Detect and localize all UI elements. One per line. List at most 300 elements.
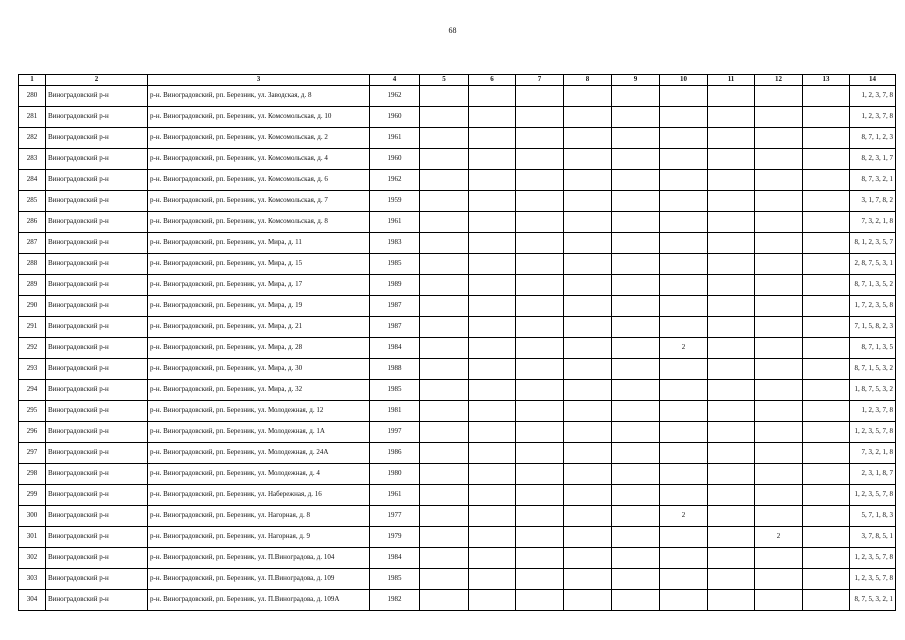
empty-cell (420, 296, 469, 317)
empty-cell (420, 506, 469, 527)
col14-cell: 5, 7, 1, 8, 3 (850, 506, 896, 527)
district-cell: Виноградовский р-н (46, 380, 148, 401)
empty-cell (564, 149, 612, 170)
table-row (19, 254, 896, 275)
empty-cell (564, 380, 612, 401)
table-row (19, 401, 896, 422)
col12-cell (755, 548, 803, 569)
empty-cell (469, 254, 516, 275)
address-cell: р-н. Виноградовский, рп. Березник, ул. Мира, д. 32 (148, 380, 370, 401)
empty-cell (708, 401, 755, 422)
address-cell: р-н. Виноградовский, рп. Березник, ул. Мира, д. 11 (148, 233, 370, 254)
table-body (19, 86, 896, 611)
empty-cell (469, 464, 516, 485)
year-cell: 1961 (370, 128, 420, 149)
column-header: 8 (564, 75, 612, 86)
empty-cell (469, 317, 516, 338)
empty-cell (564, 254, 612, 275)
empty-cell (469, 443, 516, 464)
year-cell: 1959 (370, 191, 420, 212)
empty-cell (803, 527, 850, 548)
col14-cell: 1, 2, 3, 7, 8 (850, 107, 896, 128)
col12-cell (755, 107, 803, 128)
col12-cell (755, 359, 803, 380)
empty-cell (803, 86, 850, 107)
table-row (19, 422, 896, 443)
row-number-cell: 283 (19, 149, 46, 170)
address-cell: р-н. Виноградовский, рп. Березник, ул. Мира, д. 21 (148, 317, 370, 338)
empty-cell (708, 380, 755, 401)
address-cell: р-н. Виноградовский, рп. Березник, ул. П.Виноградова, д. 104 (148, 548, 370, 569)
empty-cell (803, 590, 850, 611)
empty-cell (564, 128, 612, 149)
empty-cell (612, 506, 660, 527)
empty-cell (516, 107, 564, 128)
year-cell: 1961 (370, 485, 420, 506)
empty-cell (612, 107, 660, 128)
empty-cell (469, 212, 516, 233)
year-cell: 1977 (370, 506, 420, 527)
row-number-cell: 295 (19, 401, 46, 422)
col12-cell (755, 170, 803, 191)
empty-cell (420, 107, 469, 128)
empty-cell (564, 485, 612, 506)
col14-cell: 1, 2, 3, 5, 7, 8 (850, 485, 896, 506)
empty-cell (612, 401, 660, 422)
col10-cell (660, 569, 708, 590)
table-row (19, 191, 896, 212)
row-number-cell: 282 (19, 128, 46, 149)
table-row (19, 569, 896, 590)
empty-cell (612, 485, 660, 506)
empty-cell (564, 317, 612, 338)
address-cell: р-н. Виноградовский, рп. Березник, ул. Заводская, д. 8 (148, 86, 370, 107)
empty-cell (564, 401, 612, 422)
table-row (19, 275, 896, 296)
address-cell: р-н. Виноградовский, рп. Березник, ул. Комсомольская, д. 8 (148, 212, 370, 233)
col12-cell (755, 380, 803, 401)
empty-cell (708, 128, 755, 149)
empty-cell (803, 317, 850, 338)
col14-cell: 8, 7, 5, 3, 2, 1 (850, 590, 896, 611)
empty-cell (612, 128, 660, 149)
empty-cell (516, 464, 564, 485)
empty-cell (708, 443, 755, 464)
empty-cell (612, 359, 660, 380)
year-cell: 1989 (370, 275, 420, 296)
col10-cell (660, 548, 708, 569)
district-cell: Виноградовский р-н (46, 485, 148, 506)
column-header: 7 (516, 75, 564, 86)
table-row (19, 380, 896, 401)
empty-cell (516, 590, 564, 611)
year-cell: 1983 (370, 233, 420, 254)
column-header: 12 (755, 75, 803, 86)
col12-cell (755, 254, 803, 275)
district-cell: Виноградовский р-н (46, 107, 148, 128)
col10-cell (660, 590, 708, 611)
empty-cell (564, 443, 612, 464)
col14-cell: 8, 2, 3, 1, 7 (850, 149, 896, 170)
col12-cell (755, 275, 803, 296)
empty-cell (708, 149, 755, 170)
year-cell: 1960 (370, 149, 420, 170)
address-cell: р-н. Виноградовский, рп. Березник, ул. Комсомольская, д. 10 (148, 107, 370, 128)
district-cell: Виноградовский р-н (46, 317, 148, 338)
col10-cell (660, 296, 708, 317)
empty-cell (612, 338, 660, 359)
empty-cell (420, 548, 469, 569)
col10-cell (660, 275, 708, 296)
district-cell: Виноградовский р-н (46, 527, 148, 548)
col14-cell: 8, 7, 1, 2, 3 (850, 128, 896, 149)
col14-cell: 7, 1, 5, 8, 2, 3 (850, 317, 896, 338)
empty-cell (803, 149, 850, 170)
col10-cell (660, 485, 708, 506)
col14-cell: 1, 2, 3, 5, 7, 8 (850, 422, 896, 443)
col14-cell: 1, 2, 3, 5, 7, 8 (850, 569, 896, 590)
table-row (19, 170, 896, 191)
column-header: 2 (46, 75, 148, 86)
empty-cell (420, 254, 469, 275)
empty-cell (564, 338, 612, 359)
empty-cell (469, 380, 516, 401)
empty-cell (420, 149, 469, 170)
col12-cell (755, 338, 803, 359)
col14-cell: 7, 3, 2, 1, 8 (850, 212, 896, 233)
empty-cell (803, 548, 850, 569)
empty-cell (469, 86, 516, 107)
empty-cell (469, 128, 516, 149)
col10-cell (660, 380, 708, 401)
empty-cell (612, 443, 660, 464)
empty-cell (708, 233, 755, 254)
year-cell: 1984 (370, 338, 420, 359)
row-number-cell: 285 (19, 191, 46, 212)
address-cell: р-н. Виноградовский, рп. Березник, ул. Мира, д. 30 (148, 359, 370, 380)
year-cell: 1997 (370, 422, 420, 443)
year-cell: 1961 (370, 212, 420, 233)
col14-cell: 1, 2, 3, 7, 8 (850, 401, 896, 422)
col10-cell: 2 (660, 338, 708, 359)
col12-cell (755, 401, 803, 422)
year-cell: 1962 (370, 86, 420, 107)
empty-cell (803, 443, 850, 464)
empty-cell (803, 254, 850, 275)
empty-cell (708, 254, 755, 275)
column-header: 4 (370, 75, 420, 86)
district-cell: Виноградовский р-н (46, 359, 148, 380)
empty-cell (420, 86, 469, 107)
empty-cell (469, 506, 516, 527)
district-cell: Виноградовский р-н (46, 275, 148, 296)
col10-cell (660, 86, 708, 107)
empty-cell (612, 380, 660, 401)
empty-cell (420, 401, 469, 422)
row-number-cell: 290 (19, 296, 46, 317)
table-row (19, 485, 896, 506)
empty-cell (612, 233, 660, 254)
empty-cell (612, 191, 660, 212)
empty-cell (516, 569, 564, 590)
empty-cell (612, 464, 660, 485)
district-cell: Виноградовский р-н (46, 296, 148, 317)
empty-cell (612, 149, 660, 170)
empty-cell (612, 254, 660, 275)
row-number-cell: 297 (19, 443, 46, 464)
empty-cell (708, 338, 755, 359)
empty-cell (803, 128, 850, 149)
column-header: 5 (420, 75, 469, 86)
district-cell: Виноградовский р-н (46, 170, 148, 191)
empty-cell (708, 485, 755, 506)
empty-cell (803, 359, 850, 380)
empty-cell (469, 590, 516, 611)
district-cell: Виноградовский р-н (46, 464, 148, 485)
col12-cell (755, 569, 803, 590)
row-number-cell: 296 (19, 422, 46, 443)
empty-cell (420, 233, 469, 254)
empty-cell (469, 149, 516, 170)
empty-cell (420, 485, 469, 506)
district-cell: Виноградовский р-н (46, 338, 148, 359)
empty-cell (803, 464, 850, 485)
empty-cell (469, 422, 516, 443)
district-cell: Виноградовский р-н (46, 548, 148, 569)
year-cell: 1985 (370, 569, 420, 590)
empty-cell (708, 548, 755, 569)
empty-cell (469, 275, 516, 296)
year-cell: 1988 (370, 359, 420, 380)
empty-cell (420, 443, 469, 464)
empty-cell (469, 170, 516, 191)
page-number: 68 (448, 26, 457, 35)
district-cell: Виноградовский р-н (46, 569, 148, 590)
empty-cell (612, 317, 660, 338)
empty-cell (803, 569, 850, 590)
empty-cell (708, 170, 755, 191)
empty-cell (469, 527, 516, 548)
row-number-cell: 300 (19, 506, 46, 527)
empty-cell (708, 464, 755, 485)
table-row (19, 212, 896, 233)
empty-cell (708, 569, 755, 590)
address-cell: р-н. Виноградовский, рп. Березник, ул. Комсомольская, д. 7 (148, 191, 370, 212)
col10-cell (660, 233, 708, 254)
empty-cell (564, 212, 612, 233)
table-row (19, 128, 896, 149)
district-cell: Виноградовский р-н (46, 422, 148, 443)
column-header: 3 (148, 75, 370, 86)
empty-cell (564, 233, 612, 254)
empty-cell (516, 254, 564, 275)
district-cell: Виноградовский р-н (46, 233, 148, 254)
table-row (19, 506, 896, 527)
col10-cell (660, 464, 708, 485)
row-number-cell: 287 (19, 233, 46, 254)
col10-cell (660, 254, 708, 275)
row-number-cell: 284 (19, 170, 46, 191)
row-number-cell: 299 (19, 485, 46, 506)
empty-cell (708, 590, 755, 611)
empty-cell (469, 401, 516, 422)
col14-cell: 3, 7, 8, 5, 1 (850, 527, 896, 548)
col10-cell (660, 317, 708, 338)
empty-cell (469, 359, 516, 380)
empty-cell (516, 296, 564, 317)
empty-cell (708, 191, 755, 212)
empty-cell (516, 401, 564, 422)
address-cell: р-н. Виноградовский, рп. Березник, ул. Мира, д. 28 (148, 338, 370, 359)
col14-cell: 8, 7, 1, 3, 5 (850, 338, 896, 359)
col14-cell: 3, 1, 7, 8, 2 (850, 191, 896, 212)
table-row (19, 443, 896, 464)
col10-cell (660, 128, 708, 149)
district-cell: Виноградовский р-н (46, 212, 148, 233)
empty-cell (516, 212, 564, 233)
col12-cell (755, 506, 803, 527)
column-header: 9 (612, 75, 660, 86)
empty-cell (564, 359, 612, 380)
empty-cell (612, 548, 660, 569)
year-cell: 1962 (370, 170, 420, 191)
address-cell: р-н. Виноградовский, рп. Березник, ул. Комсомольская, д. 6 (148, 170, 370, 191)
column-header: 13 (803, 75, 850, 86)
empty-cell (612, 569, 660, 590)
empty-cell (564, 506, 612, 527)
empty-cell (612, 422, 660, 443)
empty-cell (516, 548, 564, 569)
col10-cell (660, 212, 708, 233)
row-number-cell: 303 (19, 569, 46, 590)
table-row (19, 107, 896, 128)
col12-cell (755, 128, 803, 149)
col12-cell (755, 233, 803, 254)
empty-cell (708, 275, 755, 296)
empty-cell (516, 191, 564, 212)
district-cell: Виноградовский р-н (46, 128, 148, 149)
empty-cell (564, 170, 612, 191)
address-cell: р-н. Виноградовский, рп. Березник, ул. Молодежная, д. 12 (148, 401, 370, 422)
empty-cell (420, 191, 469, 212)
address-cell: р-н. Виноградовский, рп. Березник, ул. Мира, д. 17 (148, 275, 370, 296)
row-number-cell: 302 (19, 548, 46, 569)
empty-cell (469, 569, 516, 590)
col14-cell: 1, 2, 3, 5, 7, 8 (850, 548, 896, 569)
empty-cell (420, 338, 469, 359)
district-cell: Виноградовский р-н (46, 506, 148, 527)
table-row (19, 317, 896, 338)
empty-cell (516, 506, 564, 527)
column-header: 6 (469, 75, 516, 86)
col14-cell: 2, 8, 7, 5, 3, 1 (850, 254, 896, 275)
empty-cell (516, 359, 564, 380)
empty-cell (612, 275, 660, 296)
table-row (19, 149, 896, 170)
table-row (19, 359, 896, 380)
registry-table (18, 74, 896, 611)
empty-cell (803, 275, 850, 296)
col14-cell: 8, 7, 1, 5, 3, 2 (850, 359, 896, 380)
table-row (19, 233, 896, 254)
col10-cell (660, 401, 708, 422)
empty-cell (516, 422, 564, 443)
col12-cell (755, 485, 803, 506)
empty-cell (516, 380, 564, 401)
empty-cell (564, 86, 612, 107)
empty-cell (516, 86, 564, 107)
col10-cell (660, 170, 708, 191)
table-row (19, 527, 896, 548)
row-number-cell: 291 (19, 317, 46, 338)
empty-cell (612, 212, 660, 233)
col12-cell (755, 191, 803, 212)
empty-cell (420, 359, 469, 380)
table-row (19, 548, 896, 569)
col10-cell (660, 149, 708, 170)
empty-cell (420, 464, 469, 485)
col10-cell (660, 422, 708, 443)
empty-cell (420, 170, 469, 191)
empty-cell (420, 275, 469, 296)
empty-cell (420, 212, 469, 233)
empty-cell (803, 506, 850, 527)
col14-cell: 1, 8, 7, 5, 3, 2 (850, 380, 896, 401)
empty-cell (612, 296, 660, 317)
year-cell: 1982 (370, 590, 420, 611)
empty-cell (420, 128, 469, 149)
row-number-cell: 292 (19, 338, 46, 359)
empty-cell (708, 506, 755, 527)
year-cell: 1984 (370, 548, 420, 569)
col14-cell: 7, 3, 2, 1, 8 (850, 443, 896, 464)
address-cell: р-н. Виноградовский, рп. Березник, ул. Комсомольская, д. 4 (148, 149, 370, 170)
empty-cell (803, 170, 850, 191)
empty-cell (803, 191, 850, 212)
year-cell: 1979 (370, 527, 420, 548)
row-number-cell: 286 (19, 212, 46, 233)
col10-cell (660, 191, 708, 212)
empty-cell (708, 317, 755, 338)
empty-cell (612, 527, 660, 548)
table-row (19, 590, 896, 611)
col14-cell: 2, 3, 1, 8, 7 (850, 464, 896, 485)
district-cell: Виноградовский р-н (46, 86, 148, 107)
column-header: 11 (708, 75, 755, 86)
empty-cell (564, 527, 612, 548)
address-cell: р-н. Виноградовский, рп. Березник, ул. Нагорная, д. 8 (148, 506, 370, 527)
row-number-cell: 294 (19, 380, 46, 401)
address-cell: р-н. Виноградовский, рп. Березник, ул. П.Виноградова, д. 109 (148, 569, 370, 590)
empty-cell (469, 338, 516, 359)
col14-cell: 8, 7, 3, 2, 1 (850, 170, 896, 191)
col14-cell: 1, 2, 3, 7, 8 (850, 86, 896, 107)
col12-cell (755, 422, 803, 443)
address-cell: р-н. Виноградовский, рп. Березник, ул. Молодежная, д. 4 (148, 464, 370, 485)
col12-cell (755, 317, 803, 338)
empty-cell (420, 527, 469, 548)
row-number-cell: 304 (19, 590, 46, 611)
empty-cell (469, 107, 516, 128)
district-cell: Виноградовский р-н (46, 401, 148, 422)
empty-cell (516, 149, 564, 170)
empty-cell (803, 338, 850, 359)
empty-cell (564, 296, 612, 317)
address-cell: р-н. Виноградовский, рп. Березник, ул. Нагорная, д. 9 (148, 527, 370, 548)
district-cell: Виноградовский р-н (46, 254, 148, 275)
district-cell: Виноградовский р-н (46, 191, 148, 212)
col12-cell (755, 443, 803, 464)
